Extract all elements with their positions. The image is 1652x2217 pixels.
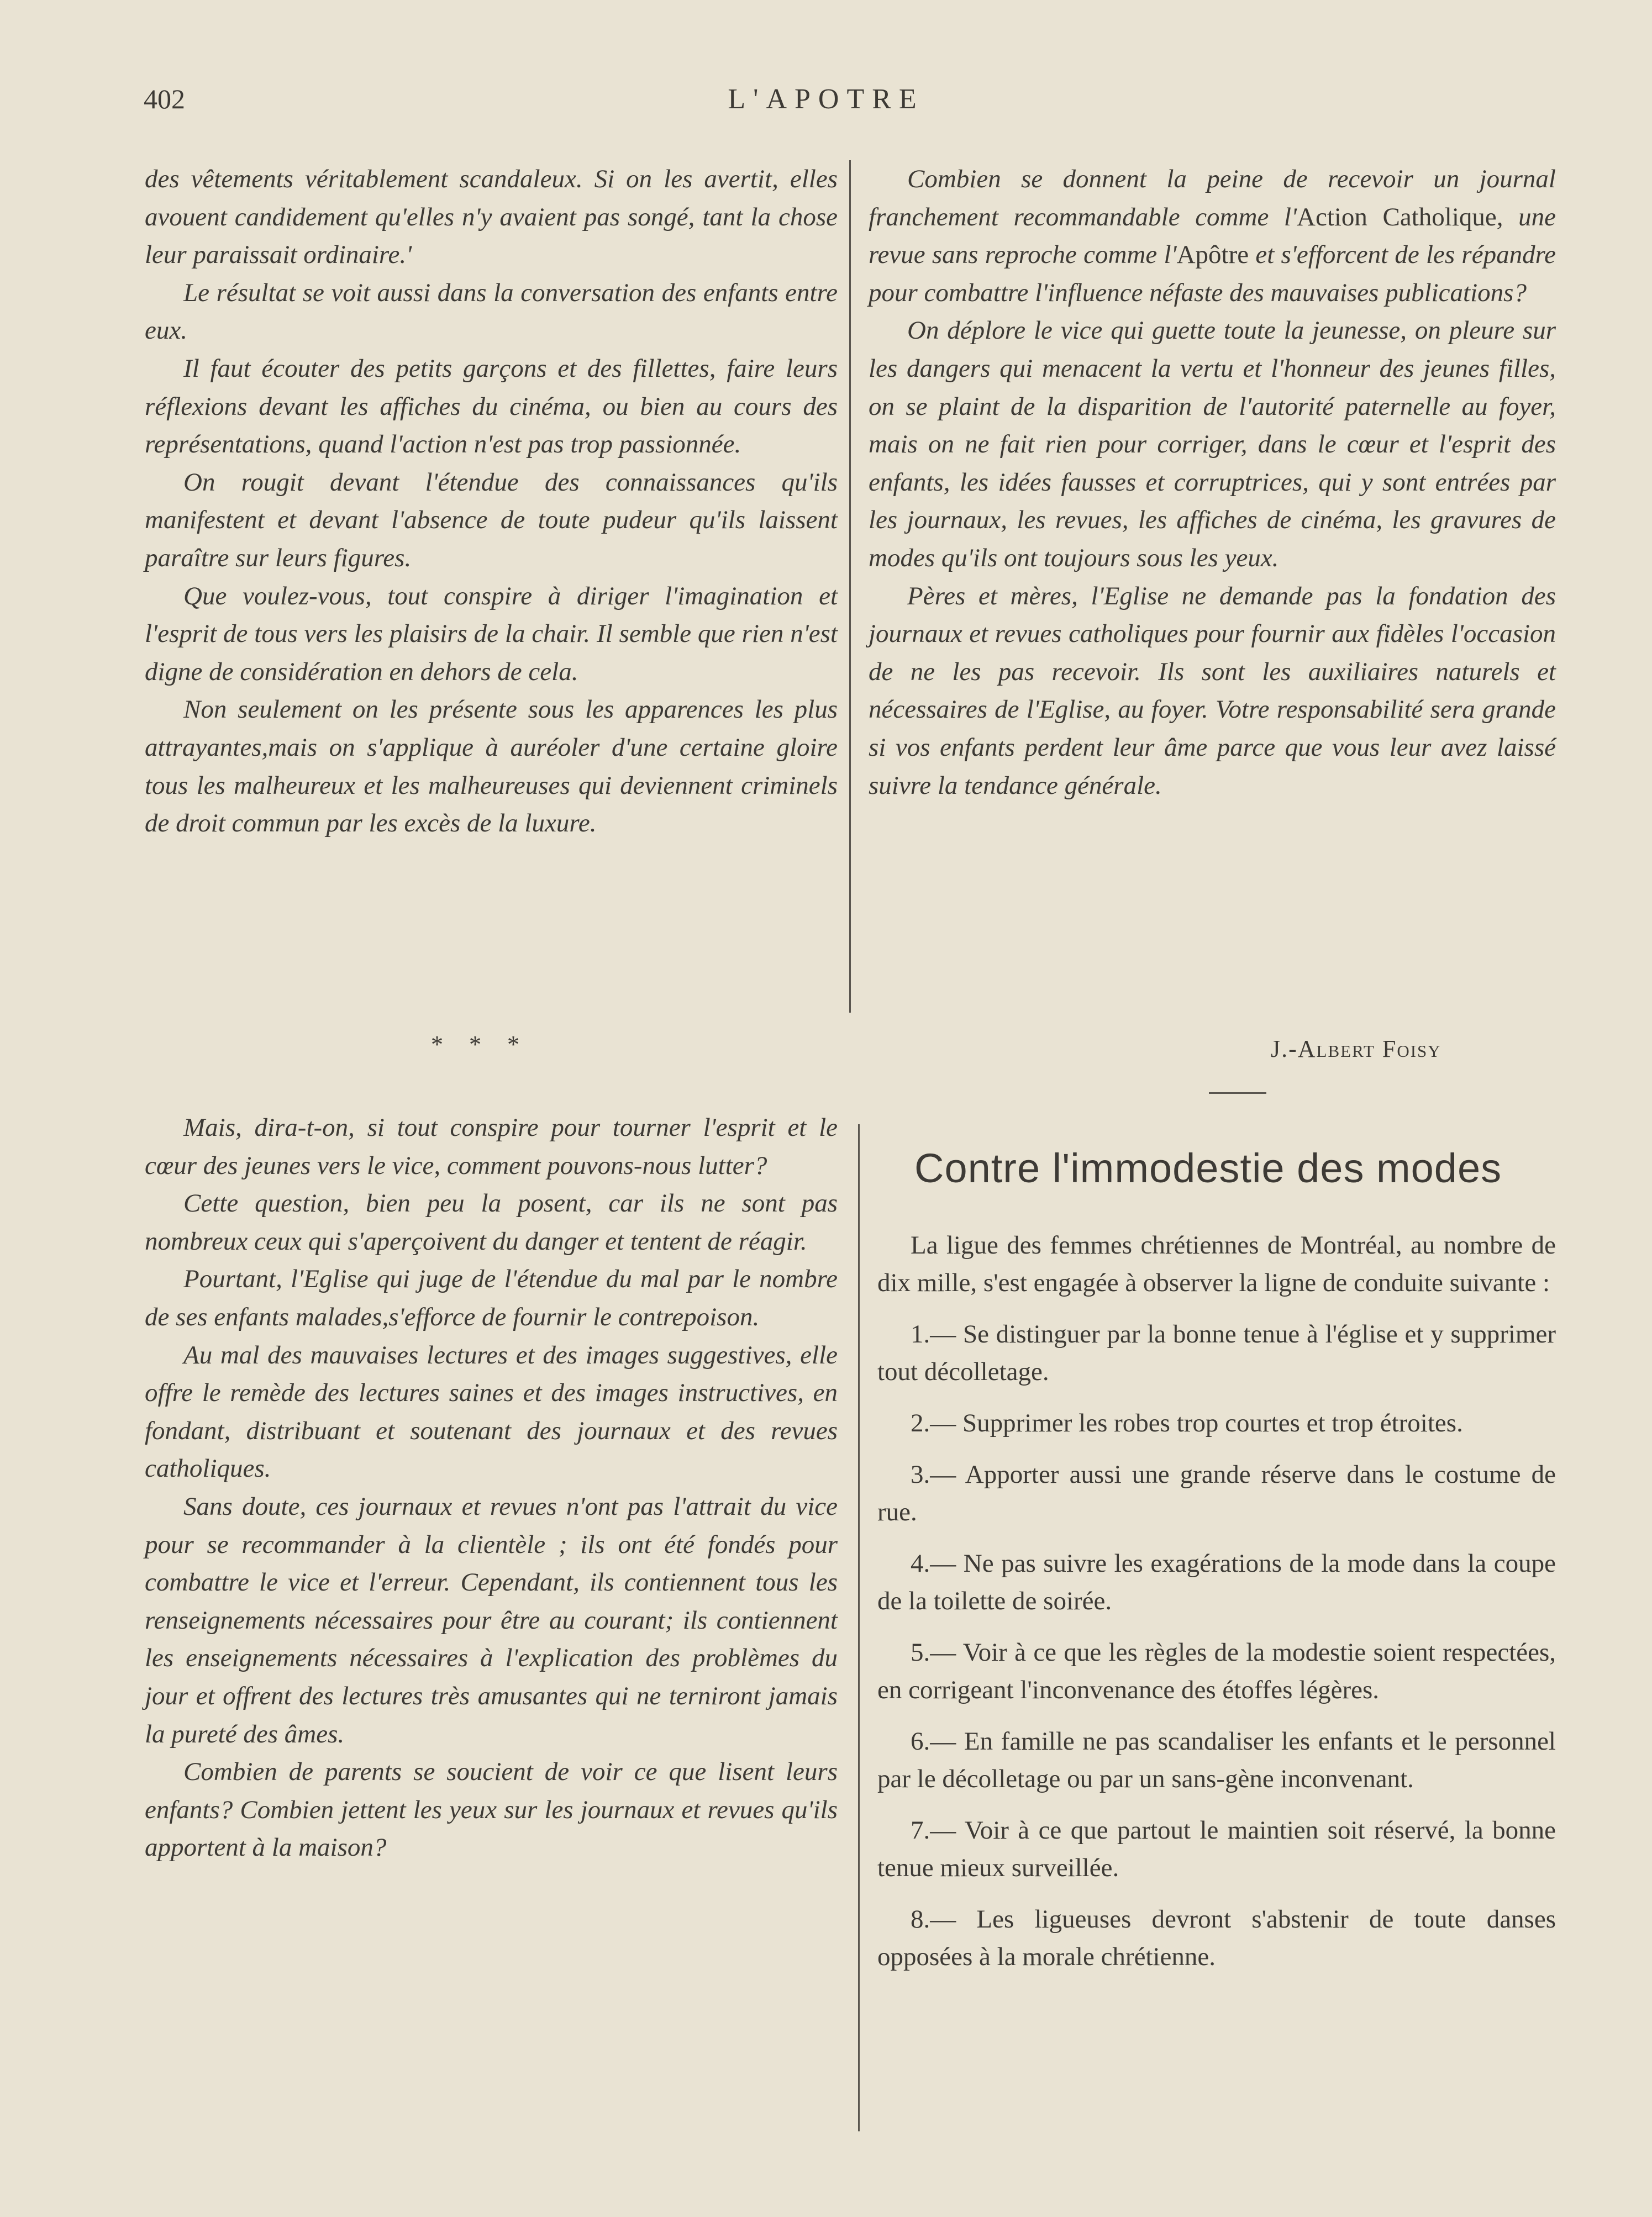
column-divider-bottom [858,1124,860,2131]
paragraph [869,160,1556,312]
page-number: 402 [144,83,185,114]
paragraph: Il faut écouter des petits garçons et des fillettes, faire leurs réflexions devant les affiches du cinéma, ou bien au cours des représentations, quand l'action n'est pas trop passionnée. [145,354,838,459]
paragraph: Pourtant, l'Eglise qui juge de l'étendue du mal par le nombre de ses enfants malades,s'efforce de fournir le contrepoison. [145,1265,838,1331]
list-item: 8.— Les ligueuses devront s'abstenir de toute danses opposées à la morale chrétienne. [877,1905,1556,1971]
paragraph: Cette question, bien peu la posent, car ils ne sont pas nombreux ceux qui s'aperçoivent du danger et tentent de réagir. [145,1189,838,1256]
list-item: 1.— Se distinguer par la bonne tenue à l'église et y supprimer tout décolletage. [877,1320,1556,1386]
divider [1209,1092,1266,1094]
right-column-top [869,160,1556,804]
left-column-top [145,160,838,842]
section-separator: * * * [431,1031,529,1058]
paragraph: Le résultat se voit aussi dans la conversation des enfants entre eux. [145,278,838,345]
text-run: et s'efforcent de les répandre pour combattre l'influence néfaste des mauvaises publications? [869,240,1556,307]
list-item: 5.— Voir à ce que les règles de la modestie soient respectées, en corrigeant l'inconvenance des étoffes légères. [877,1638,1556,1704]
paragraph: Non seulement on les présente sous les apparences les plus attrayantes,mais on s'applique à auréoler d'une certaine gloire tous les malheureux et les malheureuses qui deviennent criminels de droit commun par les excès de la luxure. [145,695,838,838]
text-run: , une revue sans reproche comme l' [869,202,1556,270]
paragraph: On rougit devant l'étendue des connaissances qu'ils manifestent et devant l'absence de toute pudeur qu'ils laissent paraître sur leurs figures. [145,467,838,572]
publication-name: Action Catholique [1297,202,1497,231]
paragraph: Pères et mères, l'Eglise ne demande pas la fondation des journaux et revues catholiques pour fournir aux fidèles l'occasion de ne les pas recevoir. Ils sont les auxiliaires naturels et nécessaires de l'Eglise, au foyer. Votre responsabilité sera grande si vos enfants perdent leur âme parce que vous leur avez laissé suivre la tendance générale. [869,581,1556,800]
article-intro: La ligue des femmes chrétiennes de Montréal, au nombre de dix mille, s'est engagée à observer la ligne de conduite suivante : [877,1231,1556,1297]
left-column-bottom [145,1109,838,1867]
paragraph: Sans doute, ces journaux et revues n'ont pas l'attrait du vice pour se recommander à la clientèle ; ils ont été fondés pour combattre le vice et l'erreur. Cependant, ils contiennent tous les renseignements nécessaires pour être au courant; ils contiennent les enseignements nécessaires à l'explication des problèmes du jour et offrent des lectures très amusantes qui ne terniront jamais la pureté des âmes. [145,1492,838,1749]
paragraph: Combien de parents se soucient de voir ce que lisent leurs enfants? Combien jettent les yeux sur les journaux et revues qu'ils apportent à la maison? [145,1757,838,1862]
running-title: L'APOTRE [728,83,924,115]
list-item: 2.— Supprimer les robes trop courtes et trop étroites. [911,1409,1463,1437]
list-item: 3.— Apporter aussi une grande réserve dans le costume de rue. [877,1460,1556,1526]
column-divider-top [849,160,851,1013]
publication-name: Apôtre [1176,240,1249,270]
paragraph: Au mal des mauvaises lectures et des images suggestives, elle offre le remède des lectures saines et des images instructives, en fondant, distribuant et soutenant des journaux et des revues catholiques. [145,1340,838,1483]
list-item: 4.— Ne pas suivre les exagérations de la mode dans la coupe de la toilette de soirée. [877,1549,1556,1615]
paragraph: des vêtements véritablement scandaleux. Si on les avertit, elles avouent candidement qu'elles n'y avaient pas songé, tant la chose leur paraissait ordinaire.' [145,165,838,270]
list-item: 7.— Voir à ce que partout le maintien soit réservé, la bonne tenue mieux surveillée. [877,1816,1556,1882]
article-title: Contre l'immodestie des modes [914,1145,1502,1191]
paragraph: Que voulez-vous, tout conspire à diriger l'imagination et l'esprit de tous vers les plaisirs de la chair. Il semble que rien n'est digne de considération en dehors de cela. [145,581,838,686]
article-body [877,1226,1556,1989]
text-run: Combien se donnent la peine de recevoir un journal franchement recommandable comme l' [869,165,1556,231]
paragraph: Mais, dira-t-on, si tout conspire pour tourner l'esprit et le cœur des jeunes vers le vice, comment pouvons-nous lutter? [145,1113,838,1180]
list-item: 6.— En famille ne pas scandaliser les enfants et le personnel par le décolletage ou par un sans-gène inconvenant. [877,1727,1556,1793]
author-signature: J.-Albert Foisy [1271,1035,1441,1062]
paragraph: On déplore le vice qui guette toute la jeunesse, on pleure sur les dangers qui menacent la vertu et l'honneur des jeunes filles, on se plaint de la disparition de l'autorité paternelle au foyer, mais on ne fait rien pour corriger, dans le cœur et l'esprit des enfants, les idées fausses et corruptrices, qui y sont entrées par les journaux, les revues, les affiches de cinéma, les gravures de modes qu'ils ont toujours sous les yeux. [869,316,1556,572]
